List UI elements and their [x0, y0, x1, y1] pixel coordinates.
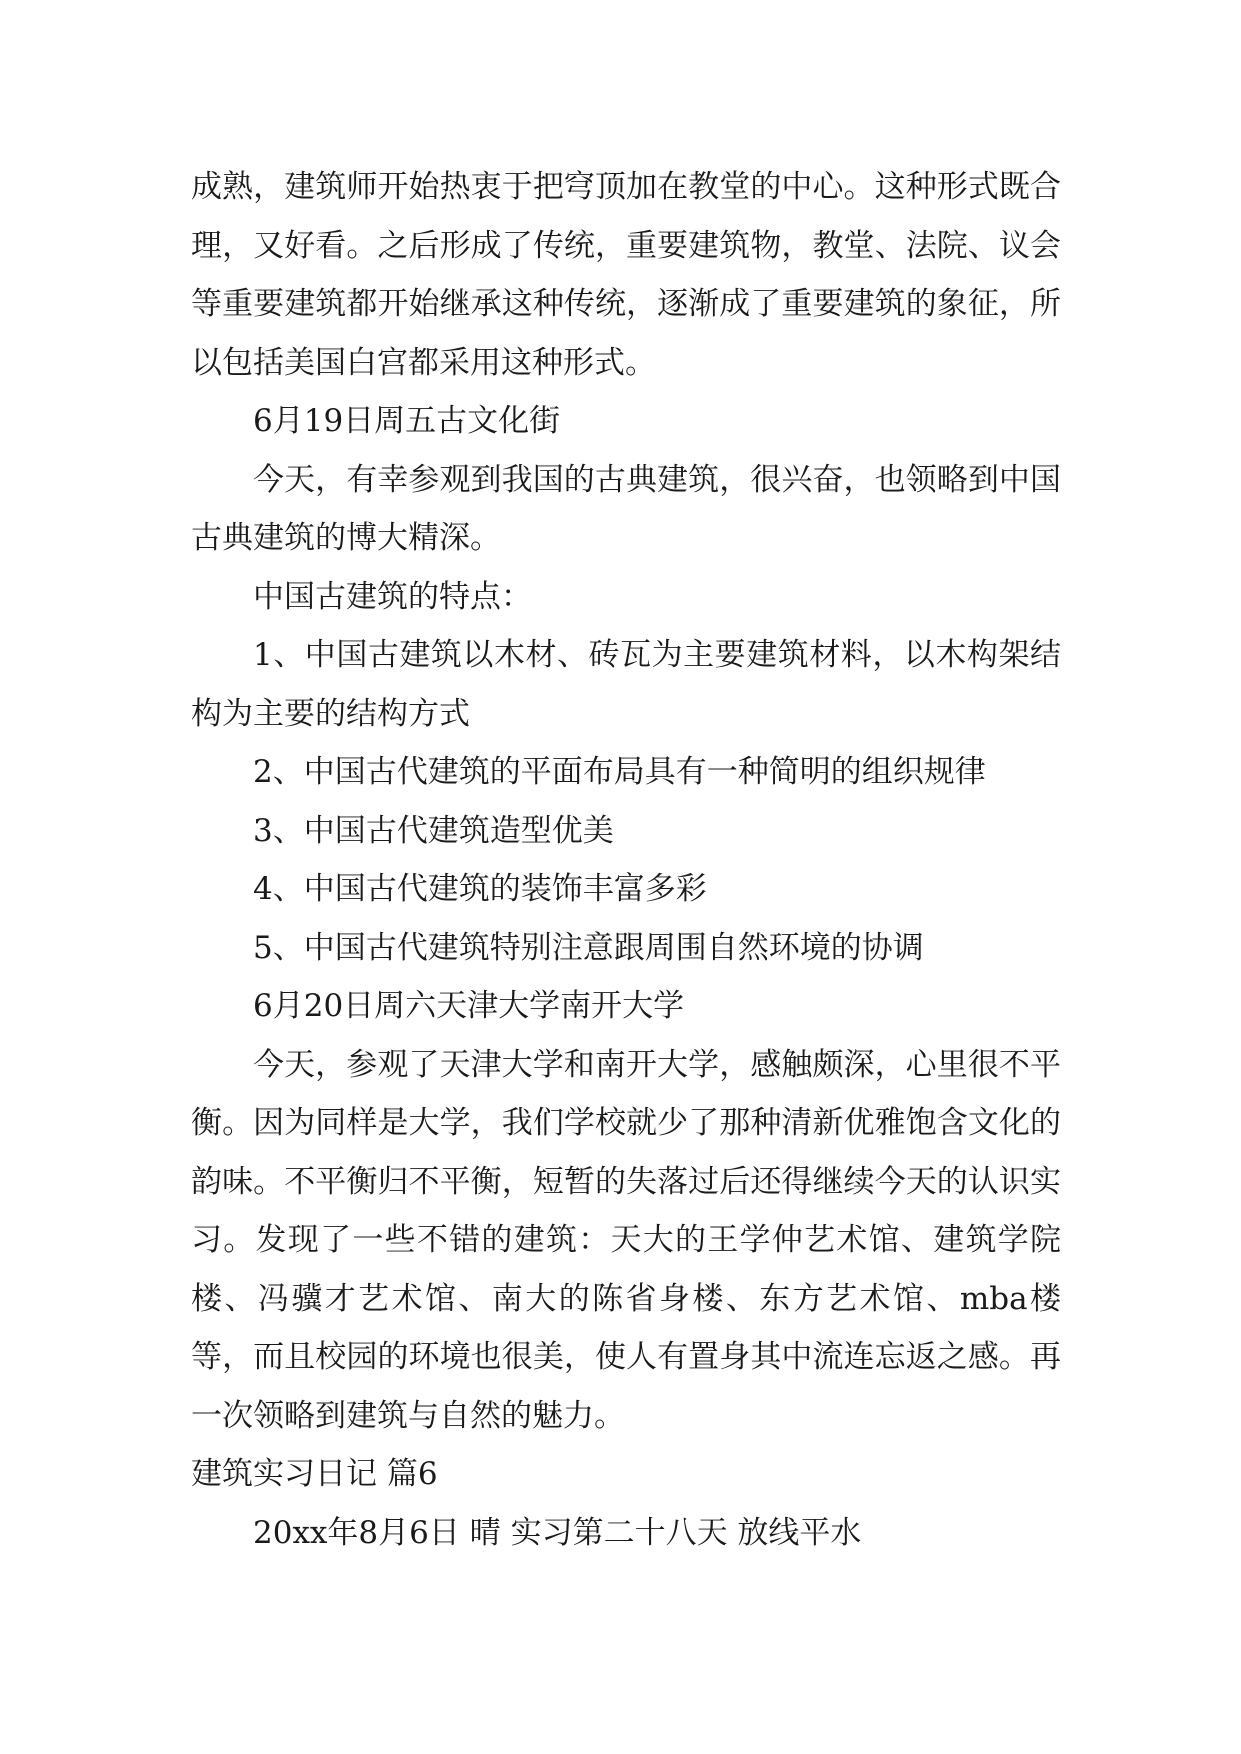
paragraph-ancient-architecture-visit: 今天，有幸参观到我国的古典建筑，很兴奋，也领略到中国古典建筑的博大精深。: [191, 461, 1061, 556]
list-item-feature-3: 3、中国古代建筑造型优美: [253, 812, 614, 849]
list-item-feature-4: 4、中国古代建筑的装饰丰富多彩: [253, 871, 707, 907]
paragraph-university-visit: 今天，参观了天津大学和南开大学，感触颇深，心里很不平衡。因为同样是大学，我们学校就少了那种清新优雅饱含文化的韵味。不平衡归不平衡，短暂的失落过后还得继续今天的认识实习。发现了一些不错的建筑：天大的王学仲艺术馆、建筑学院楼、冯骥才艺术馆、南大的陈省身楼、东方艺术馆、mba楼等，而且校园的环境也很美，使人有置身其中流连忘返之感。再一次领略到建筑与自然的魅力。: [191, 1046, 1061, 1434]
list-item-feature-1: 1、中国古建筑以木材、砖瓦为主要建筑材料，以木构架结构为主要的结构方式: [191, 637, 1061, 732]
paragraph-dome-tradition: 成熟，建筑师开始热衷于把穹顶加在教堂的中心。这种形式既合理，又好看。之后形成了传统，重要建筑物，教堂、法院、议会等重要建筑都开始继承这种传统，逐渐成了重要建筑的象征，所以包括美国白宫都采用这种形式。: [191, 169, 1061, 381]
document-body: [191, 158, 1061, 1562]
list-item-feature-2: 2、中国古代建筑的平面布局具有一种简明的组织规律: [253, 754, 986, 790]
list-item-feature-5: 5、中国古代建筑特别注意跟周围自然环境的协调: [253, 929, 924, 966]
section-heading-part-6: 建筑实习日记 篇6: [191, 1456, 438, 1492]
diary-date-august-6: 20xx年8月6日 晴 实习第二十八天 放线平水: [253, 1514, 862, 1551]
list-heading-features: 中国古建筑的特点：: [253, 578, 532, 615]
diary-date-june-20: 6月20日周六天津大学南开大学: [253, 988, 685, 1024]
diary-date-june-19: 6月19日周五古文化街: [253, 403, 561, 439]
